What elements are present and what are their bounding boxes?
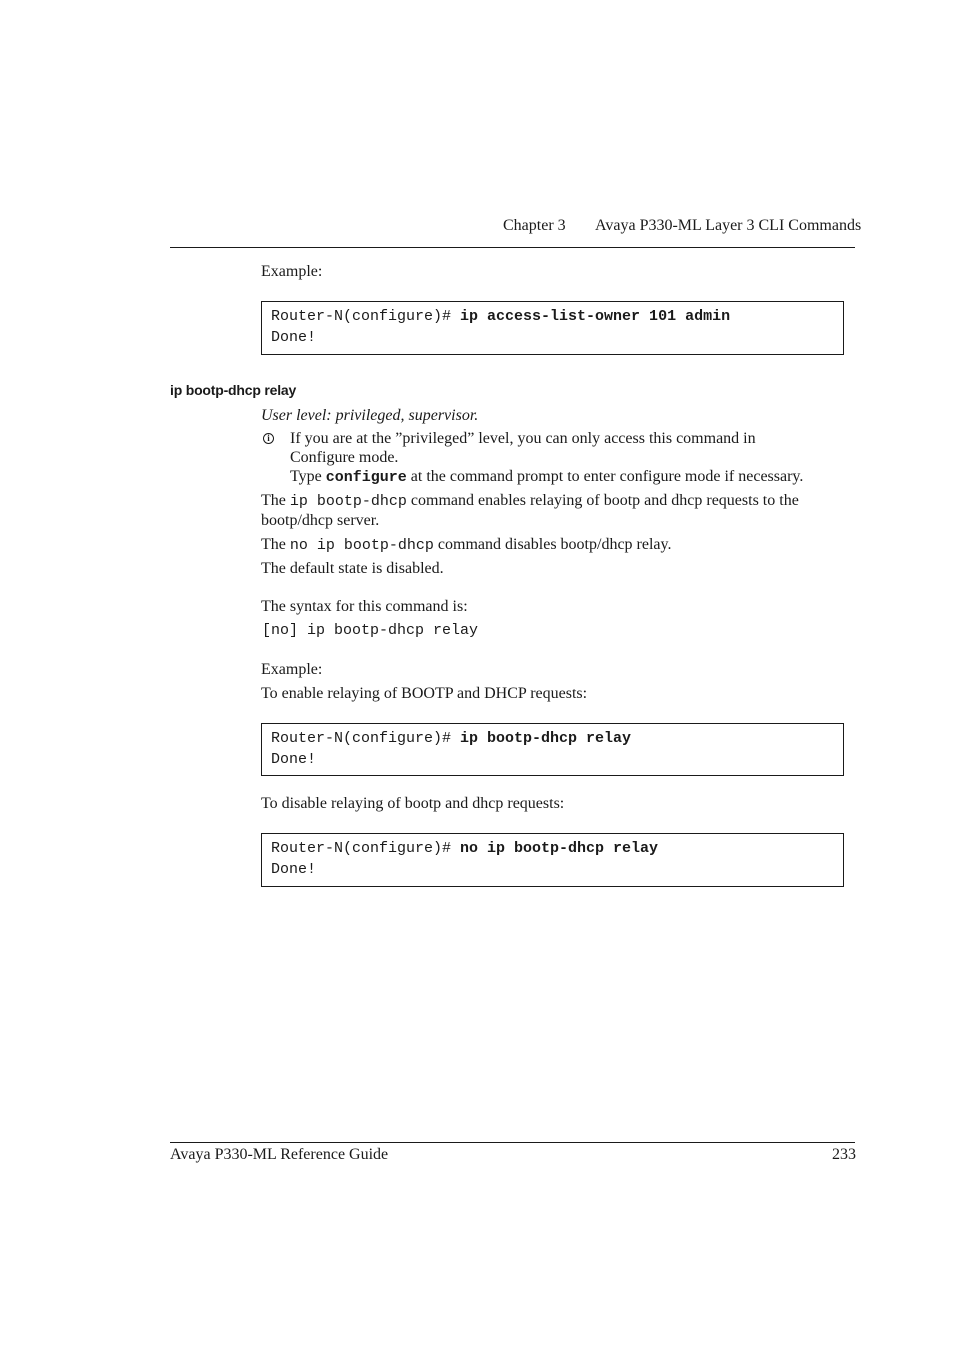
note-type-prefix: Type [290, 468, 326, 485]
description-1-line-1 [261, 491, 799, 511]
code-response: Done! [271, 751, 317, 768]
header-chapter: Chapter 3 [503, 217, 566, 234]
description-2 [261, 535, 671, 555]
code-prompt: Router-N(configure)# [271, 840, 461, 857]
disable-intro: To disable relaying of bootp and dhcp requests: [261, 795, 565, 812]
note-line-1: If you are at the ”privileged” level, you can only access this command in [290, 430, 756, 447]
footer-rule [170, 1142, 855, 1143]
code-command: ip access-list-owner 101 admin [460, 308, 731, 325]
code-command: no ip bootp-dhcp relay [460, 840, 659, 857]
code-prompt: Router-N(configure)# [271, 730, 461, 747]
code-line-command [271, 308, 730, 326]
note-line-2: Configure mode. [290, 449, 399, 466]
page-number: 233 [832, 1146, 856, 1163]
enable-intro: To enable relaying of BOOTP and DHCP requests: [261, 685, 588, 702]
code-response: Done! [271, 861, 317, 878]
description-1-line-2: bootp/dhcp server. [261, 512, 380, 529]
code-response: Done! [271, 329, 317, 346]
code-command: ip bootp-dhcp relay [460, 730, 632, 747]
example-label-2: Example: [261, 661, 323, 678]
code-box-disable [261, 833, 844, 887]
code-prompt: Router-N(configure)# [271, 308, 461, 325]
desc1-the: The [261, 492, 290, 509]
section-heading: ip bootp-dhcp relay [170, 382, 297, 398]
code-line-disable-command [271, 840, 658, 858]
desc2-command: no ip bootp-dhcp [289, 537, 434, 554]
header-title: Avaya P330-ML Layer 3 CLI Commands [595, 217, 862, 234]
note-type-suffix: at the command prompt to enter configure mode if necessary. [406, 468, 804, 485]
code-box-example-1 [261, 301, 844, 355]
code-box-enable [261, 723, 844, 776]
header-rule [170, 247, 855, 248]
note-line-3 [290, 467, 803, 487]
syntax: [no] ip bootp-dhcp relay [262, 622, 479, 639]
desc2-the: The [261, 536, 290, 553]
syntax-intro: The syntax for this command is: [261, 598, 468, 615]
desc1-command: ip bootp-dhcp [289, 493, 407, 510]
desc2-rest: command disables bootp/dhcp relay. [433, 536, 672, 553]
footer-guide: Avaya P330-ML Reference Guide [170, 1146, 389, 1163]
user-level: User level: privileged, supervisor. [261, 407, 479, 424]
example-label: Example: [261, 263, 323, 280]
info-icon: i [263, 433, 274, 444]
default-state: The default state is disabled. [261, 560, 444, 577]
code-line-enable-command [271, 730, 631, 748]
desc1-rest: command enables relaying of bootp and dhcp requests to the [406, 492, 799, 509]
note-type-command: configure [325, 469, 407, 486]
